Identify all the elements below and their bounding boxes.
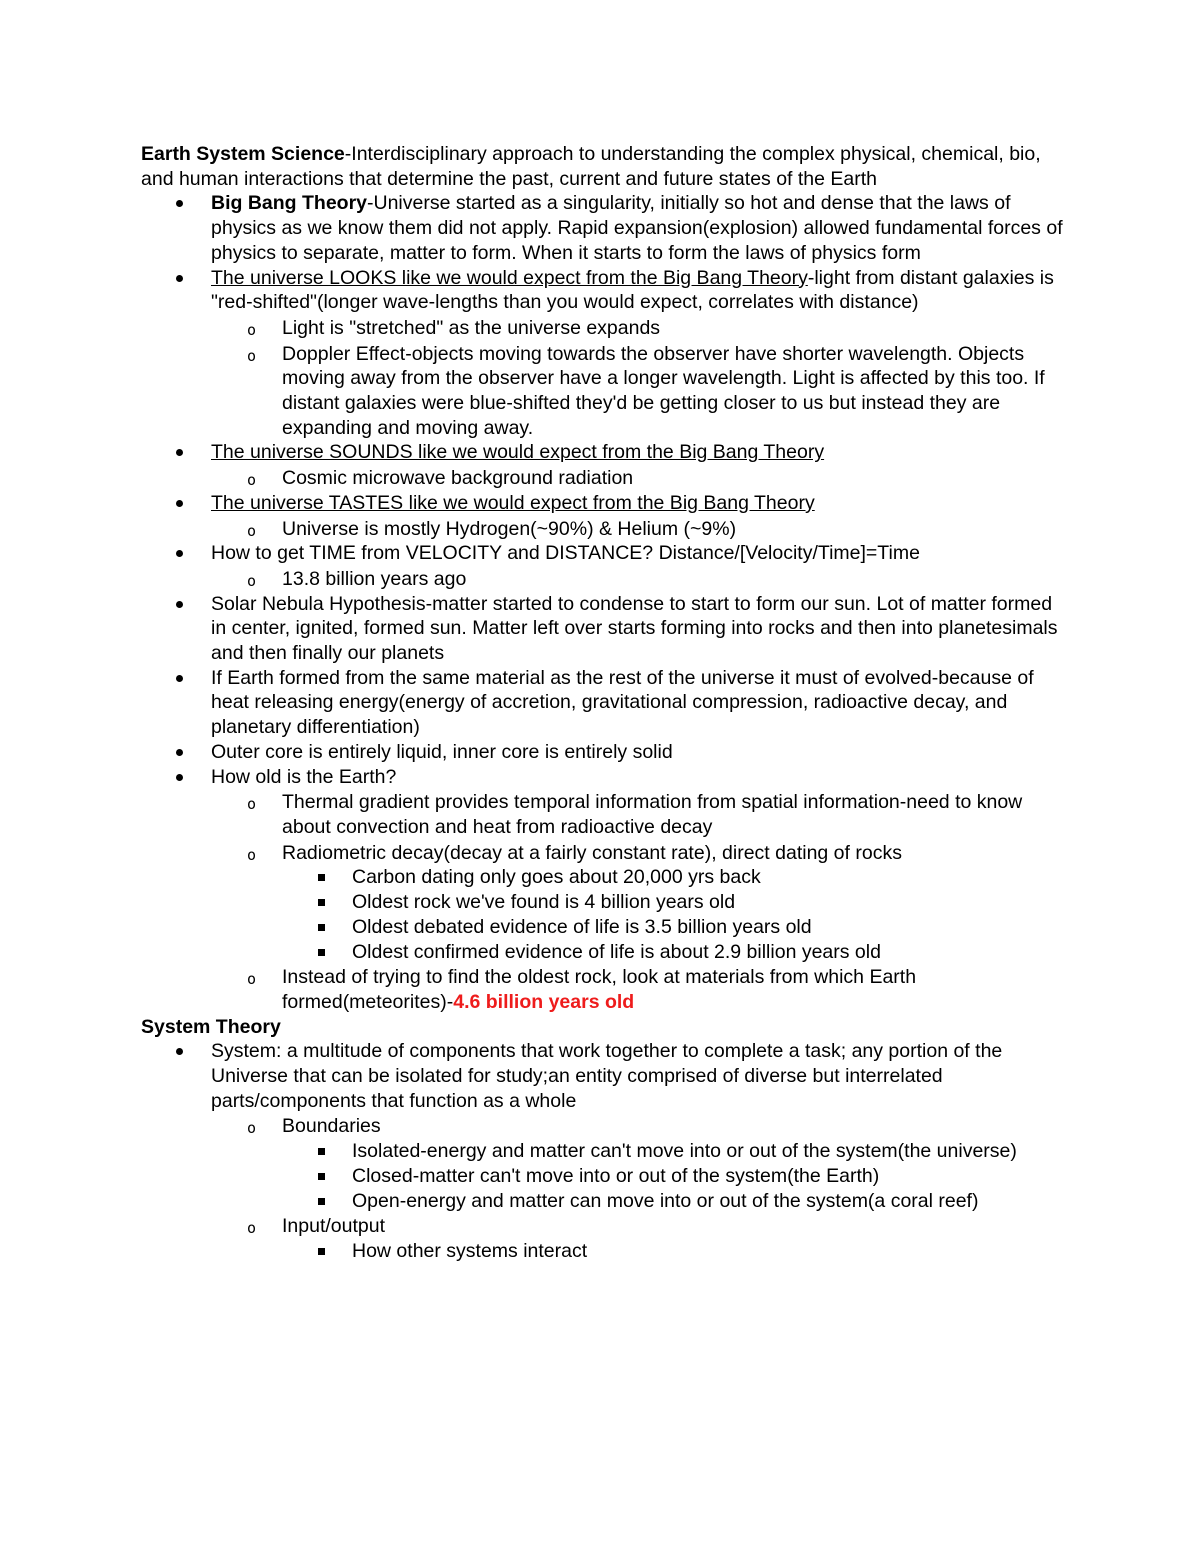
sub-list-item: o Instead of trying to find the oldest rock, look at materials from which Earth formed(meteorites)-4.6 billion years old	[211, 965, 1071, 1014]
sub-list-item: o Universe is mostly Hydrogen(~90%) & Helium (~9%)	[211, 517, 1071, 542]
ess-bullet-list	[141, 191, 1071, 1014]
list-item: The universe SOUNDS like we would expect from the Big Bang Theory o Cosmic microwave background radiation	[141, 440, 1071, 490]
list-item: How to get TIME from VELOCITY and DISTANCE? Distance/[Velocity/Time]=Time o 13.8 billion years ago	[141, 541, 1071, 591]
sub-list-item: o Boundaries Isolated-energy and matter can't move into or out of the system(the universe) Closed-matter can't move into or out of the system(the Earth) Open-energy and matter can move into or out of the system(a coral reef)	[211, 1114, 1071, 1213]
sub-list	[211, 517, 1071, 542]
sub-sub-list-item: How other systems interact	[282, 1239, 1071, 1264]
sub-sub-list	[282, 1239, 1071, 1264]
sub-list	[211, 790, 1071, 1014]
sub-sub-list-item: Closed-matter can't move into or out of the system(the Earth)	[282, 1164, 1071, 1189]
sub-list-item: o Input/output How other systems interact	[211, 1214, 1071, 1263]
sub-list-item: o Radiometric decay(decay at a fairly constant rate), direct dating of rocks Carbon dating only goes about 20,000 yrs back Oldest rock we've found is 4 billion years old Oldest debated evidence of life is 3.5 billion years old Oldest confirmed evidence of life is about 2.9 billion years old	[211, 841, 1071, 965]
sub-list	[211, 1114, 1071, 1263]
system-theory-heading: System Theory	[141, 1015, 281, 1038]
list-item: If Earth formed from the same material as the rest of the universe it must of evolved-because of heat releasing energy(energy of accretion, gravitational compression, radioactive decay, and planetary differentiation)	[141, 666, 1071, 740]
ess-heading: Earth System Science	[141, 143, 345, 165]
list-item: Big Bang Theory-Universe started as a singularity, initially so hot and dense that the laws of physics as we know them did not apply. Rapid expansion(explosion) allowed fundamental forces of physics to separate, matter to form. When it starts to form the laws of physics form	[141, 191, 1071, 265]
system-theory-bullet-list	[141, 1039, 1071, 1263]
sub-list-item: o Doppler Effect-objects moving towards the observer have shorter wavelength. Objects moving away from the observer have a longer wavelength. Light is affected by this too. If distant galaxies were blue-shifted they'd be getting closer to us but instead they are expanding and moving away.	[211, 342, 1071, 441]
sub-sub-list-item: Isolated-energy and matter can't move into or out of the system(the universe)	[282, 1139, 1071, 1164]
sub-list	[211, 316, 1071, 441]
list-item: The universe TASTES like we would expect from the Big Bang Theory o Universe is mostly Hydrogen(~90%) & Helium (~9%)	[141, 491, 1071, 541]
notes-content	[141, 142, 1071, 1264]
sub-sub-list-item: Carbon dating only goes about 20,000 yrs back	[282, 865, 1071, 890]
sub-sub-list	[282, 865, 1071, 964]
list-item: Solar Nebula Hypothesis-matter started to condense to start to form our sun. Lot of matter formed in center, ignited, formed sun. Matter left over starts forming into rocks and then into planetesimals and then finally our planets	[141, 592, 1071, 666]
sub-sub-list-item: Oldest confirmed evidence of life is about 2.9 billion years old	[282, 940, 1071, 965]
sub-list	[211, 567, 1071, 592]
list-item: The universe LOOKS like we would expect from the Big Bang Theory-light from distant galaxies is "red-shifted"(longer wave-lengths than you would expect, correlates with distance) o Light is "stretched" as the universe expands o Doppler Effect-objects moving towards the observer have shorter wavelength. Objects moving away from the observer have a longer wavelength. Light is affected by this too. If distant galaxies were blue-shifted they'd be getting closer to us but instead they are expanding and moving away.	[141, 266, 1071, 441]
sub-sub-list-item: Oldest rock we've found is 4 billion years old	[282, 890, 1071, 915]
earth-age-highlight: 4.6 billion years old	[453, 990, 635, 1013]
sub-sub-list-item: Oldest debated evidence of life is 3.5 billion years old	[282, 915, 1071, 940]
sub-list	[211, 466, 1071, 491]
list-item: System: a multitude of components that work together to complete a task; any portion of the Universe that can be isolated for study;an entity comprised of diverse but interrelated parts/components that function as a whole o Boundaries Isolated-energy and matter can't move into or out of the system(the universe) Closed-matter can't move into or out of the system(the Earth) Open-energy and matter can move into or out of the system(a coral reef) o Input/output How other systems interact	[141, 1039, 1071, 1263]
sub-sub-list	[282, 1139, 1071, 1213]
list-item: Outer core is entirely liquid, inner core is entirely solid	[141, 740, 1071, 765]
sub-list-item: o Light is "stretched" as the universe expands	[211, 316, 1071, 341]
sub-list-item: o Thermal gradient provides temporal information from spatial information-need to know about convection and heat from radioactive decay	[211, 790, 1071, 839]
sub-sub-list-item: Open-energy and matter can move into or out of the system(a coral reef)	[282, 1189, 1071, 1214]
sub-list-item: o 13.8 billion years ago	[211, 567, 1071, 592]
system-theory-heading-line	[141, 1015, 1071, 1040]
ess-definition: Earth System Science-Interdisciplinary approach to understanding the complex physical, chemical, bio, and human interactions that determine the past, current and future states of the Earth	[141, 143, 1041, 190]
sub-list-item: o Cosmic microwave background radiation	[211, 466, 1071, 491]
list-item: How old is the Earth? o Thermal gradient provides temporal information from spatial information-need to know about convection and heat from radioactive decay o Radiometric decay(decay at a fairly constant rate), direct dating of rocks Carbon dating only goes about 20,000 yrs back Oldest rock we've found is 4 billion years old Oldest debated evidence of life is 3.5 billion years old Oldest confirmed evidence of life is about 2.9 billion years old o Instead of trying to find the oldest rock, look at materials from which Earth formed(meteorites)-4.6 billion years old	[141, 765, 1071, 1015]
